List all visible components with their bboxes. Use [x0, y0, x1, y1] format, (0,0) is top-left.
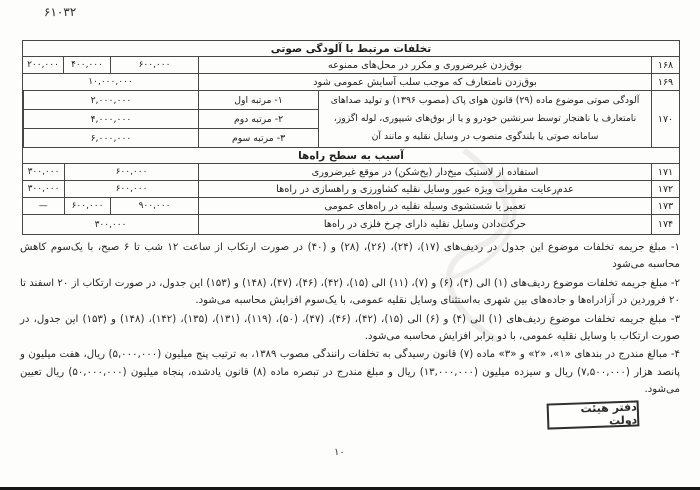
fine-amount: ۶۰۰,۰۰۰: [64, 181, 198, 197]
table-section-header-noise-pollution: [23, 41, 679, 57]
row-number: ۱۶۹: [651, 74, 679, 90]
footnote-4: ۴- مبالغ مندرج در بندهای «۱»، «۲» و «۳» ماده (۷) قانون رسیدگی به تخلفات رانندگی مصوب ۱۳۸۹، به ترتیب پنج میلیون (۵,۰۰۰,۰۰۰) ریال، هفت میلیون و پانصد هزار (۷,۵۰۰,۰۰۰) ریال و سیزده میلیون (۱۳,۰۰۰,۰۰۰) ریال و مبلغ مندرج در تبصره ماده (۸) قانون یادشده، پنجاه میلیون (۵۰,۰۰۰,۰۰۰) ریال تعیین می‌شود.: [20, 349, 680, 396]
table-row-169: [23, 74, 679, 91]
fine-amount: ۲,۰۰۰,۰۰۰: [24, 91, 198, 110]
fine-amount: ۶۰۰,۰۰۰: [64, 164, 198, 180]
fine-amount: ۳۰۰,۰۰۰: [94, 219, 127, 230]
fine-amount: ۱۰,۰۰۰,۰۰۰: [88, 77, 133, 87]
row-number: ۱۷۲: [651, 181, 679, 197]
footnote-2: ۲- مبلغ جریمه تخلفات موضوع ردیف‌های (۱) الی (۴)، (۶) و (۷)، (۱۱) الی (۱۵)، (۴۲)، (۴۶)، (۴۷)، (۱۴۸) و (۱۵۳) این جدول، در صورت ارتکاب از ۲۰ اسفند تا ۲۰ فروردین در آزادراه‌ها و جاده‌های بین شهری به‌استثنای وسایل نقلیه عمومی، با یک‌سوم افزایش محاسبه می‌شود.: [20, 277, 681, 307]
footnote-3: ۳- مبلغ جریمه تخلفات موضوع ردیف‌های (۱) الی (۴) و (۶) الی (۱۵)، (۴۲)، (۴۶)، (۴۷)، (۵۰)، (۱۱۹)، (۱۳۱)، (۱۳۵)، (۱۴۲)، (۱۴۸) و (۱۵۳) این جدول، در صورت ارتکاب با وسایل نقلیه عمومی، با دو برابر افزایش محاسبه می‌شود.: [20, 313, 681, 343]
table-row-171: [23, 164, 679, 181]
row-number: ۱۷۱: [651, 164, 679, 180]
page-number: ۱۰: [334, 447, 345, 458]
fine-amount: ۶,۰۰۰,۰۰۰: [90, 132, 132, 144]
tier-label: ۲- مرتبه دوم: [199, 110, 318, 129]
section-title: آسیب به سطح راه‌ها: [298, 149, 404, 162]
fine-amount: ۳۰۰,۰۰۰: [27, 167, 60, 177]
table-section-header-road-damage: [23, 148, 679, 164]
table-row-168: [23, 57, 679, 74]
fine-amount: ۶۰۰,۰۰۰: [110, 57, 198, 73]
fine-amount-empty: —: [38, 201, 49, 211]
violation-description: تعمیر یا شستشوی وسیله نقلیه در راه‌های عمومی: [198, 198, 651, 214]
traffic-fines-table: [22, 40, 680, 235]
fine-amount: ۹۰۰,۰۰۰: [110, 198, 198, 214]
table-row-172: [23, 181, 679, 198]
offense-tier-amounts: [23, 91, 198, 147]
violation-description: بوق‌زدن غیرضروری و مکرر در محل‌های ممنوعه: [198, 57, 651, 73]
table-row-174: [23, 215, 679, 234]
row-number: ۱۷۰: [651, 91, 679, 147]
tier-label: ۱- مرتبه اول: [199, 91, 318, 110]
fine-amount: ۲۰۰,۰۰۰: [27, 60, 59, 70]
table-row-170: [23, 91, 679, 148]
violation-description: استفاده از لاستیک میخ‌دار (یخ‌شکن) در موقع غیرضروری: [198, 164, 651, 180]
violation-description: حرکت‌دادن وسایل نقلیه دارای چرخ فلزی در راه‌ها: [198, 215, 651, 234]
row-number: ۱۷۴: [651, 215, 679, 234]
section-title: تخلفات مرتبط با آلودگی صوتی: [270, 42, 432, 55]
fine-amount: ۶۰۰,۰۰۰: [64, 198, 110, 214]
cabinet-office-stamp: دفتر هیئت دولت: [547, 400, 640, 429]
violation-description: عدم‌رعایت مقررات ویژه عبور وسایل نقلیه کشاورزی و راهسازی در راه‌ها: [198, 181, 651, 197]
violation-description: آلودگی صوتی موضوع ماده (۲۹) قانون هوای پاک (مصوب ۱۳۹۶) و تولید صداهای نامتعارف یا ناهنجار توسط سرنشین خودرو و یا از بوق‌های شیپوری، لوله اگزوز، سامانه صوتی یا بلندگوی منصوب در وسایل نقلیه و مانند آن: [318, 91, 651, 147]
row-number: ۱۷۳: [651, 198, 679, 214]
table-row-173: [23, 198, 679, 215]
offense-tier-labels: [198, 91, 318, 147]
fine-amount: ۴,۰۰۰,۰۰۰: [24, 110, 198, 129]
violation-description: بوق‌زدن نامتعارف که موجب سلب آسایش عمومی شود: [198, 74, 651, 90]
footnote-1: ۱- مبلغ جریمه تخلفات موضوع این جدول در ردیف‌های (۱۷)، (۲۴)، (۲۶)، (۲۸) و (۴۰) در صورت ارتکاب از ساعت ۱۲ شب تا ۶ صبح، با یک‌سوم کاهش محاسبه می‌شود: [20, 242, 680, 271]
footnotes-block: [20, 239, 680, 400]
fine-amount: ۴۰۰,۰۰۰: [63, 57, 110, 73]
tier-label: ۳- مرتبه سوم: [231, 132, 286, 144]
fine-amount: ۳۰۰,۰۰۰: [27, 184, 60, 194]
document-corner-number: ۶۱۰۳۲: [43, 4, 77, 20]
row-number: ۱۶۸: [651, 57, 679, 73]
